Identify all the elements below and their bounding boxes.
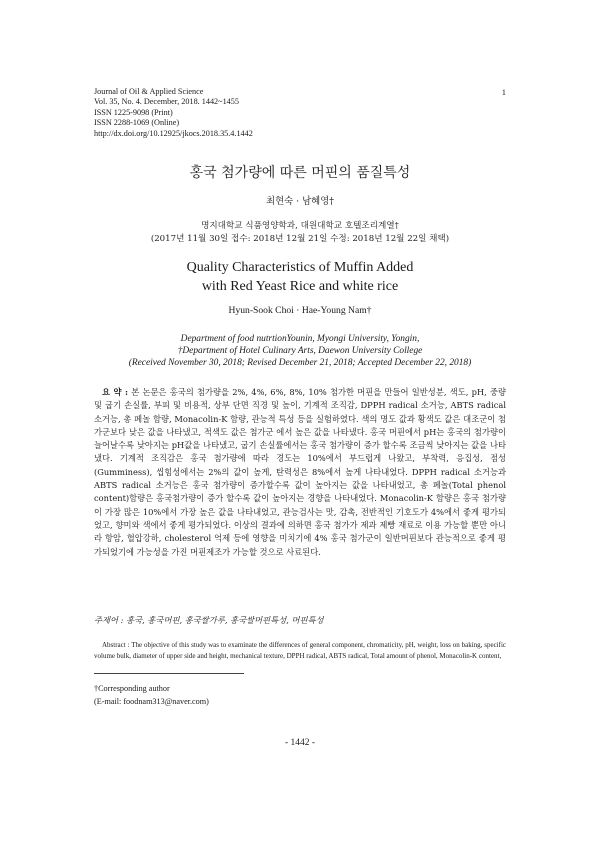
english-title: [0, 258, 600, 296]
korean-dates: (2017년 11월 30일 접수: 2018년 12월 21일 수정: 2018년 12월 22일 채택): [150, 234, 450, 244]
english-title-line2: with Red Yeast Rice and white rice: [201, 279, 399, 294]
footnote: [94, 683, 209, 708]
issn-print: ISSN 1225-9098 (Print): [94, 107, 173, 117]
corresponding-author-email: (E-mail: foodnam313@naver.com): [94, 696, 209, 706]
journal-volume: Vol. 35, No. 4. December, 2018. 1442~1455: [94, 97, 239, 107]
footnote-divider: [94, 673, 244, 674]
english-title-line1: Quality Characteristics of Muffin Added: [186, 260, 414, 275]
english-affiliation-2: †Department of Hotel Culinary Arts, Daewon University College: [177, 346, 423, 356]
korean-affiliation: 명지대학교 식품영양학과, 대원대학교 호텔조리계열†: [201, 221, 399, 231]
korean-abstract: [94, 386, 506, 559]
english-abstract: [94, 640, 506, 662]
english-abstract-label: Abstract :: [102, 641, 130, 649]
doi-link[interactable]: http://dx.doi.org/10.12925/jkocs.2018.35.4.1442: [94, 128, 253, 138]
issn-online: ISSN 2288-1069 (Online): [94, 118, 180, 128]
korean-authors: 최현숙 · 남혜영†: [266, 196, 334, 207]
page-footer: - 1442 -: [284, 738, 316, 748]
korean-abstract-text: 본 논문은 홍국의 첨가량을 2%, 4%, 6%, 8%, 10% 첨가한 머핀을 만들어 일반성분, 색도, pH, 중량 및 굽기 손실률, 부피 및 비용적, 상부 단면 직경 및 높이, 기계적 조직감, DPPH radical 소거능, ABTS radical 소거능, 총 페놀 함량, Monacolin-K 함량, 관능적 특성 등을 실험하였다. 색의 명도 값과 황색도 값은 대조군이 첨가군보다 낮은 값을 나타냈고, 적색도 값은 첨가군 에서 높은 값을 나타냈다. 홍국 머핀에서 pH는 홍국의 첨가량이 늘어날수록 낮아지는 pH값을 나타냈고, 굽기 손실률에서는 홍국 첨가량이 증가 할수록 조금씩 낮아지는 값을 나타냈다. 기계적 조직감은 홍국 첨가량에 따라 경도는 10%에서 부드럽게 나왔고, 부착력, 응집성, 점성 (Gumminess), 씹힘성에서는 2%의 값이 높게, 탄력성은 8%에서 높게 나타내었다. DPPH radical 소거능과 ABTS radical 소거능은 홍국 첨가량이 증가할수록 값이 높아지는 값을 나타내었고, 총 페놀(Total phenol content)함량은 홍국첨가량이 증가 할수록 값이 높아지는 경향을 나타내었다. Monacolin-K 함량은 홍국 첨가량이 가장 많은 10%에서 가장 높은 값을 나타내었고, 관능검사는 맛, 감촉, 전반적인 기호도가 4%에서 좋게 평가되었고, 향미와 색에서 좋게 평가되었다. 이상의 결과에 의하면 홍국 첨가가 제과 제빵 재료로 이용 가능할 뿐만 아니라 항암, 혈압강하, cholesterol 억제 등에 영향을 미치기에 4% 홍국 첨가군이 일반머핀보다 관능적으로 좋게 평가되었기에 가능성을 가진 머핀제조가 가능할 것으로 사료된다.: [94, 387, 506, 557]
journal-name: Journal of Oil & Applied Science: [94, 87, 204, 96]
english-affiliation-1: Department of food nutrtionYounin, Myongi University, Yongin,: [180, 334, 420, 344]
journal-header: [94, 87, 253, 139]
corresponding-author-note: †Corresponding author: [94, 684, 170, 693]
page-number: 1: [501, 87, 506, 97]
english-affiliation-block: [0, 333, 600, 369]
korean-affiliation-block: [0, 220, 600, 246]
english-authors: Hyun-Sook Choi · Hae-Young Nam†: [228, 305, 372, 316]
korean-title: 홍국 첨가량에 따른 머핀의 품질특성: [189, 165, 411, 181]
english-received-dates: (Received November 30, 2018; Revised December 21, 2018; Accepted December 22, 2018): [128, 358, 472, 368]
keywords: 주제어 : 홍국, 홍국머핀, 홍국쌀가루, 홍국쌀머핀특성, 머핀특성: [94, 615, 324, 625]
english-abstract-text: The objective of this study was to examinate the differences of general component, chromaticity, pH, weight, loss on baking, specific volume bulk, diameter of upper side and height, mechanical texture, DPPH radical, ABTS radical, Total amount of phenol, Monacolin-K content,: [94, 641, 507, 660]
korean-abstract-label: 요 약 :: [102, 387, 129, 397]
